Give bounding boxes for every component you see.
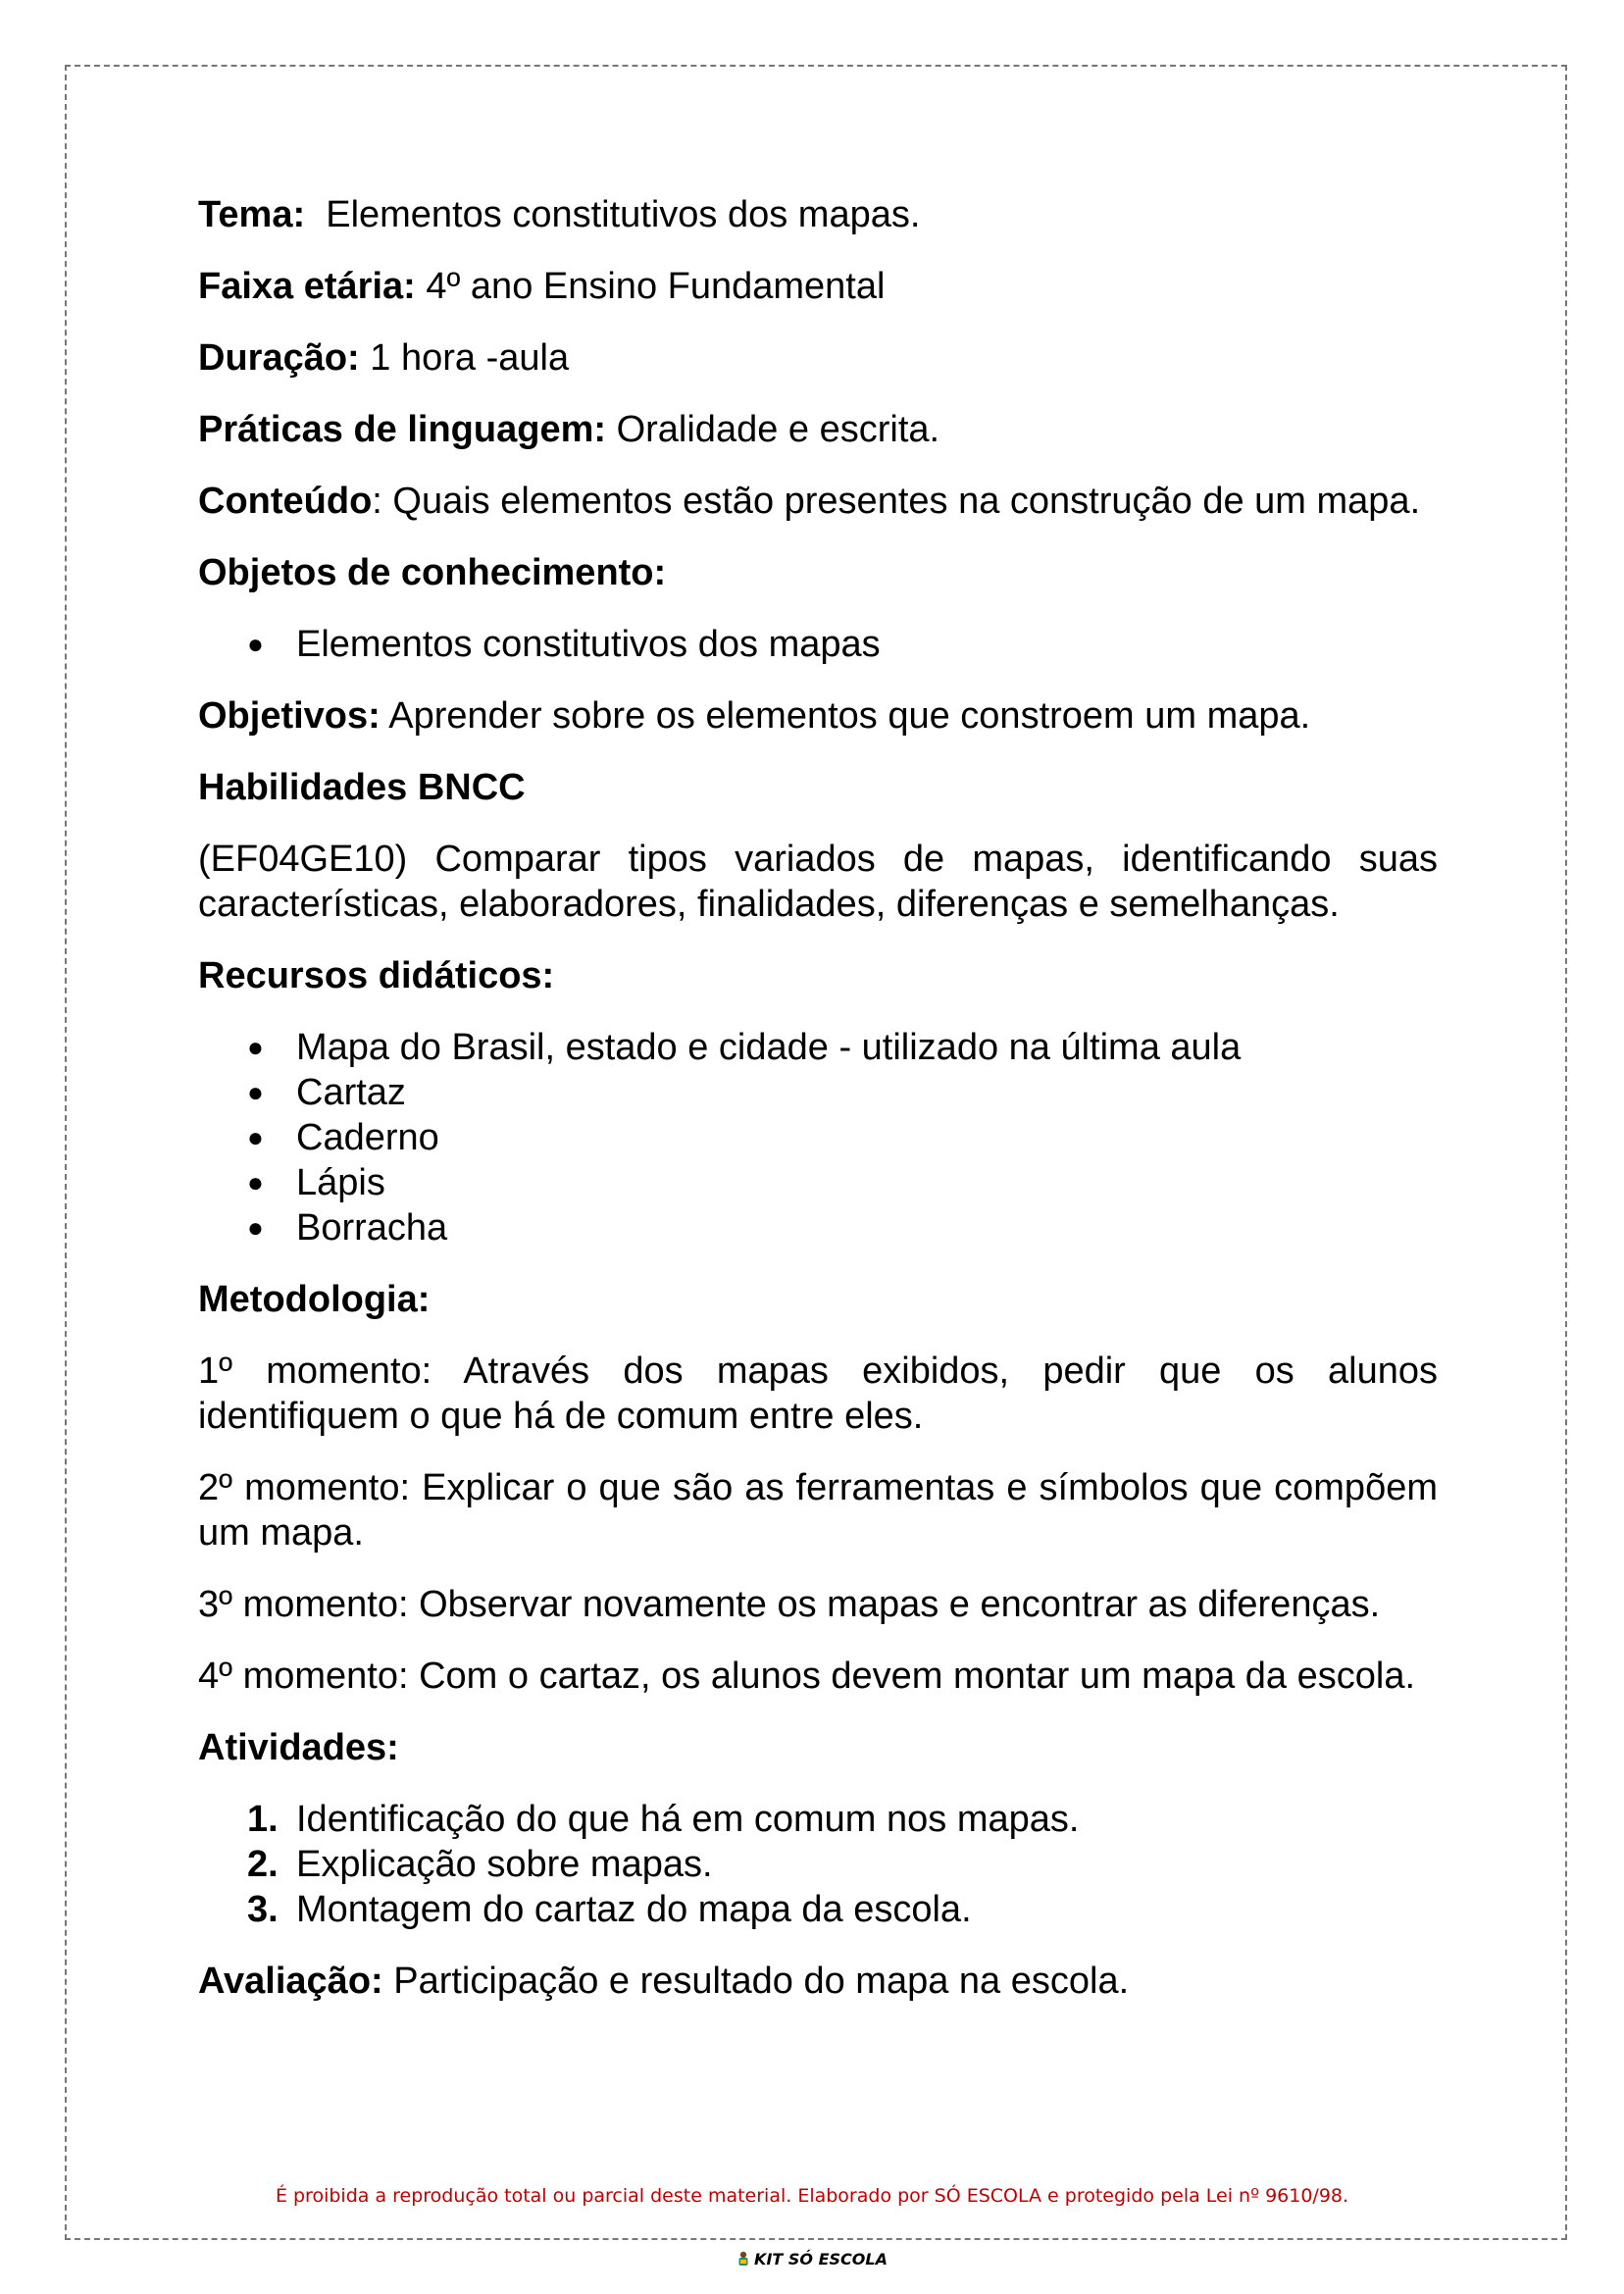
faixa-value: 4º ano Ensino Fundamental [415,266,886,307]
avaliacao-value: Participação e resultado do mapa na escola. [382,1961,1130,2002]
faixa-label: Faixa etária: [198,266,416,307]
metodologia-heading: Metodologia: [198,1279,431,1320]
moment-2: 2º momento: Explicar o que são as ferramentas e símbolos que compõem um mapa. [198,1467,1438,1554]
list-item: ● Cartaz [198,1070,1438,1115]
tema-value: Elementos constitutivos dos mapas. [305,194,921,235]
duracao-line [198,335,1438,381]
list-item: ● Borracha [198,1205,1438,1250]
objetos-list [198,622,1438,667]
list-item: 3. Montagem do cartaz do mapa da escola. [247,1889,972,1930]
praticas-value: Oralidade e escrita. [606,409,940,450]
atividades-heading: Atividades: [198,1727,399,1768]
conteudo-label: Conteúdo [198,481,373,522]
habilidades-heading: Habilidades BNCC [198,767,526,808]
copyright-notice: É proibida a reprodução total ou parcial deste material. Elaborado por SÓ ESCOLA e protegido pela Lei nº 9610/98. [275,2185,1349,2207]
faixa-line [198,264,1438,309]
conteudo-line [198,479,1438,524]
duracao-value: 1 hora -aula [359,337,570,379]
tema-line [198,192,1438,237]
tema-label: Tema: [198,194,306,235]
list-item: 1. Identificação do que há em comum nos mapas. [247,1799,1080,1840]
recursos-list [198,1025,1438,1250]
moment-4: 4º momento: Com o cartaz, os alunos devem montar um mapa da escola. [198,1656,1416,1697]
praticas-line [198,407,1438,452]
objetos-heading: Objetos de conhecimento: [198,552,667,593]
list-item: ● Caderno [198,1115,1438,1160]
lesson-plan [198,192,1438,2030]
kit-logo-icon [736,2251,750,2267]
objetivos-value: Aprender sobre os elementos que constroem um mapa. [380,695,1311,737]
praticas-label: Práticas de linguagem: [198,409,607,450]
list-item: 2. Explicação sobre mapas. [247,1844,713,1885]
list-item: ● Mapa do Brasil, estado e cidade - utilizado na última aula [198,1025,1438,1070]
moment-3: 3º momento: Observar novamente os mapas e encontrar as diferenças. [198,1584,1381,1625]
duracao-label: Duração: [198,337,360,379]
avaliacao-line [198,1959,1438,2004]
list-item: ● Elementos constitutivos dos mapas [198,622,1438,667]
brand-footer [0,2250,1624,2269]
conteudo-value: : Quais elementos estão presentes na construção de um mapa. [372,481,1421,522]
habilidades-text: (EF04GE10) Comparar tipos variados de mapas, identificando suas características, elaboradores, finalidades, diferenças e semelhanças. [198,839,1438,925]
objetivos-label: Objetivos: [198,695,381,737]
moment-1: 1º momento: Através dos mapas exibidos, pedir que os alunos identifiquem o que há de comum entre eles. [198,1351,1438,1437]
list-item: ● Lápis [198,1160,1438,1205]
objetivos-line [198,693,1438,739]
brand-name: KIT SÓ ESCOLA [754,2250,888,2269]
atividades-list [198,1797,1438,1932]
avaliacao-label: Avaliação: [198,1961,383,2002]
recursos-heading: Recursos didáticos: [198,955,555,996]
